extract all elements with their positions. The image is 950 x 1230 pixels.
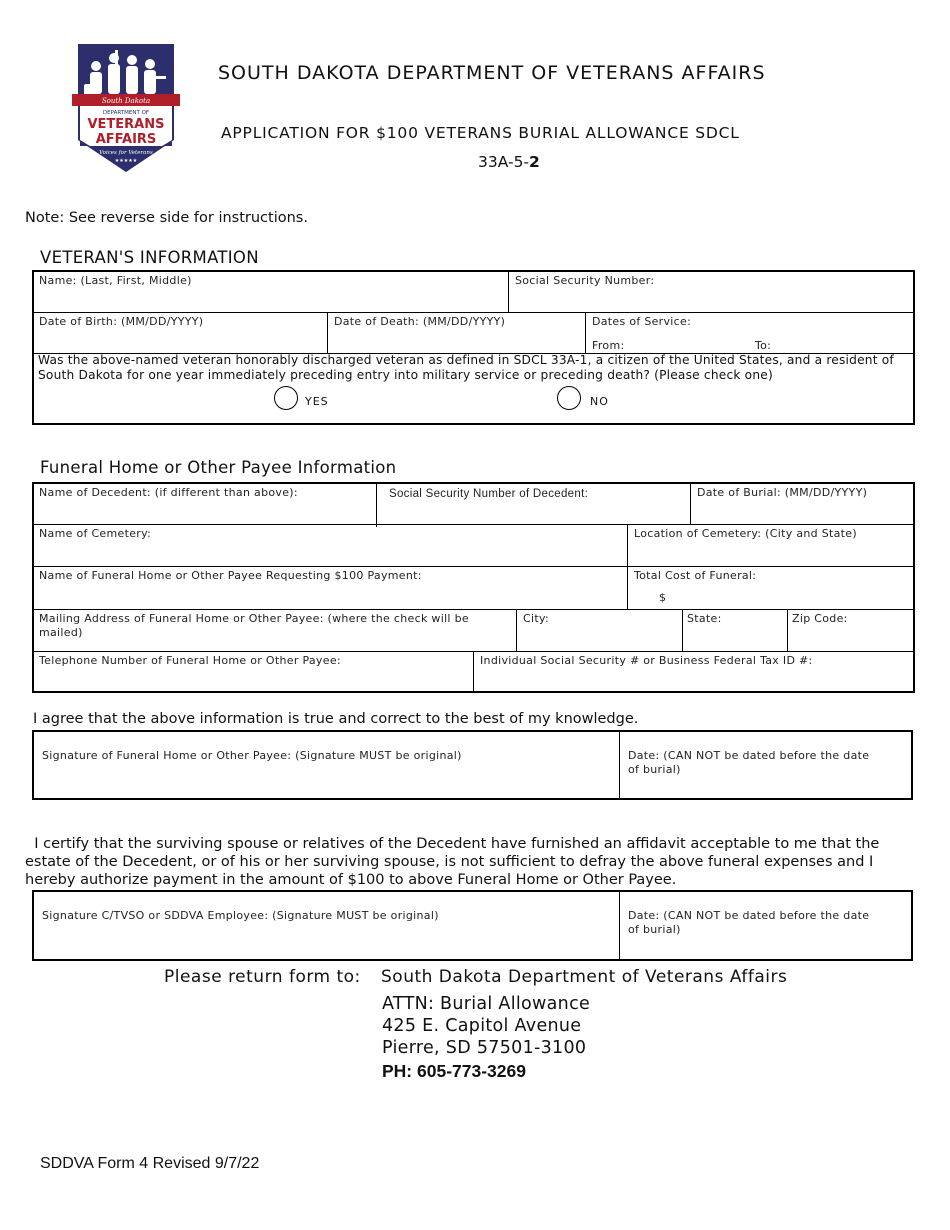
- burial-date-field[interactable]: Date of Burial: (MM/DD/YYYY): [697, 486, 868, 499]
- service-to-label: To:: [755, 339, 772, 352]
- total-cost-field[interactable]: Total Cost of Funeral: $: [634, 569, 757, 604]
- svg-text:★★★★★: ★★★★★: [114, 158, 138, 164]
- veteran-ssn-field[interactable]: Social Security Number:: [515, 274, 655, 287]
- svg-text:AFFAIRS: AFFAIRS: [95, 132, 157, 147]
- svg-text:DEPARTMENT OF: DEPARTMENT OF: [102, 110, 150, 116]
- tax-id-field[interactable]: Individual Social Security # or Business Federal Tax ID #:: [480, 654, 813, 667]
- form-revision-footer: SDDVA Form 4 Revised 9/7/22: [40, 1155, 260, 1172]
- city-field[interactable]: City:: [523, 612, 549, 625]
- veteran-service-dates-field[interactable]: Dates of Service: From: To:: [592, 315, 772, 352]
- instructions-note: Note: See reverse side for instructions.: [25, 210, 308, 226]
- no-radio[interactable]: [557, 386, 581, 410]
- dollar-sign: $: [659, 591, 667, 604]
- payee-name-field[interactable]: Name of Funeral Home or Other Payee Requesting $100 Payment:: [39, 569, 422, 582]
- return-city: Pierre, SD 57501-3100: [382, 1038, 587, 1058]
- eligibility-question: Was the above-named veteran honorably discharged veteran as defined in SDCL 33A-1, a citizen of the United States, and a resident of South Dakota for one year immediately preceding entry into military service or preceding death? (Please check one): [38, 353, 894, 382]
- veteran-name-field[interactable]: Name: (Last, First, Middle): [39, 274, 192, 287]
- return-org: South Dakota Department of Veterans Affairs: [381, 967, 788, 987]
- mailing-address-field[interactable]: Mailing Address of Funeral Home or Other Payee: (where the check will be mailed): [39, 612, 469, 639]
- cvso-signature-date-field[interactable]: Date: (CAN NOT be dated before the date of burial): [628, 909, 870, 936]
- payee-signature-date-field[interactable]: Date: (CAN NOT be dated before the date of burial): [628, 749, 870, 776]
- return-attn: ATTN: Burial Allowance: [382, 994, 591, 1014]
- return-label: Please return form to:: [164, 967, 361, 987]
- funeral-section-title: Funeral Home or Other Payee Information: [40, 458, 397, 477]
- yes-label: YES: [305, 395, 329, 408]
- no-label: NO: [590, 395, 609, 408]
- agreement-statement: I agree that the above information is true and correct to the best of my knowledge.: [33, 711, 639, 727]
- payee-phone-field[interactable]: Telephone Number of Funeral Home or Other Payee:: [39, 654, 341, 667]
- form-title-line1: APPLICATION FOR $100 VETERANS BURIAL ALLOWANCE SDCL: [221, 124, 740, 142]
- state-field[interactable]: State:: [687, 612, 722, 625]
- veteran-info-box: [32, 270, 915, 425]
- form-title-line2: 33A-5-2: [478, 153, 540, 171]
- department-logo: [70, 40, 182, 176]
- cemetery-name-field[interactable]: Name of Cemetery:: [39, 527, 152, 540]
- logo-script-text: South Dakota: [101, 97, 151, 105]
- certification-statement: I certify that the surviving spouse or relatives of the Decedent have furnished an affidavit acceptable to me that the estate of the Decedent, or of his or her surviving spouse, is not sufficient to defray the above funeral expenses and I hereby authorize payment in the amount of $100 to above Funeral Home or Other Payee.: [25, 836, 880, 888]
- service-from-label: From:: [592, 339, 625, 352]
- yes-radio[interactable]: [274, 386, 298, 410]
- payee-signature-box: [32, 730, 913, 800]
- veteran-dod-field[interactable]: Date of Death: (MM/DD/YYYY): [334, 315, 506, 328]
- veteran-dob-field[interactable]: Date of Birth: (MM/DD/YYYY): [39, 315, 204, 328]
- funeral-info-box: [32, 482, 915, 693]
- cemetery-location-field[interactable]: Location of Cemetery: (City and State): [634, 527, 857, 540]
- return-street: 425 E. Capitol Avenue: [382, 1016, 582, 1036]
- svg-text:Voices for Veterans: Voices for Veterans: [99, 150, 153, 156]
- payee-signature-field[interactable]: Signature of Funeral Home or Other Payee: (Signature MUST be original): [42, 749, 462, 762]
- decedent-ssn-field[interactable]: Social Security Number of Decedent:: [389, 488, 589, 500]
- decedent-name-field[interactable]: Name of Decedent: (if different than above):: [39, 486, 298, 499]
- department-title: SOUTH DAKOTA DEPARTMENT OF VETERANS AFFAIRS: [218, 62, 766, 84]
- svg-text:VETERANS: VETERANS: [87, 117, 165, 132]
- veteran-section-title: VETERAN'S INFORMATION: [40, 248, 259, 267]
- return-phone: PH: 605-773-3269: [382, 1061, 526, 1081]
- zip-code-field[interactable]: Zip Code:: [792, 612, 848, 625]
- cvso-signature-field[interactable]: Signature C/TVSO or SDDVA Employee: (Signature MUST be original): [42, 909, 439, 922]
- cvso-signature-box: [32, 890, 913, 961]
